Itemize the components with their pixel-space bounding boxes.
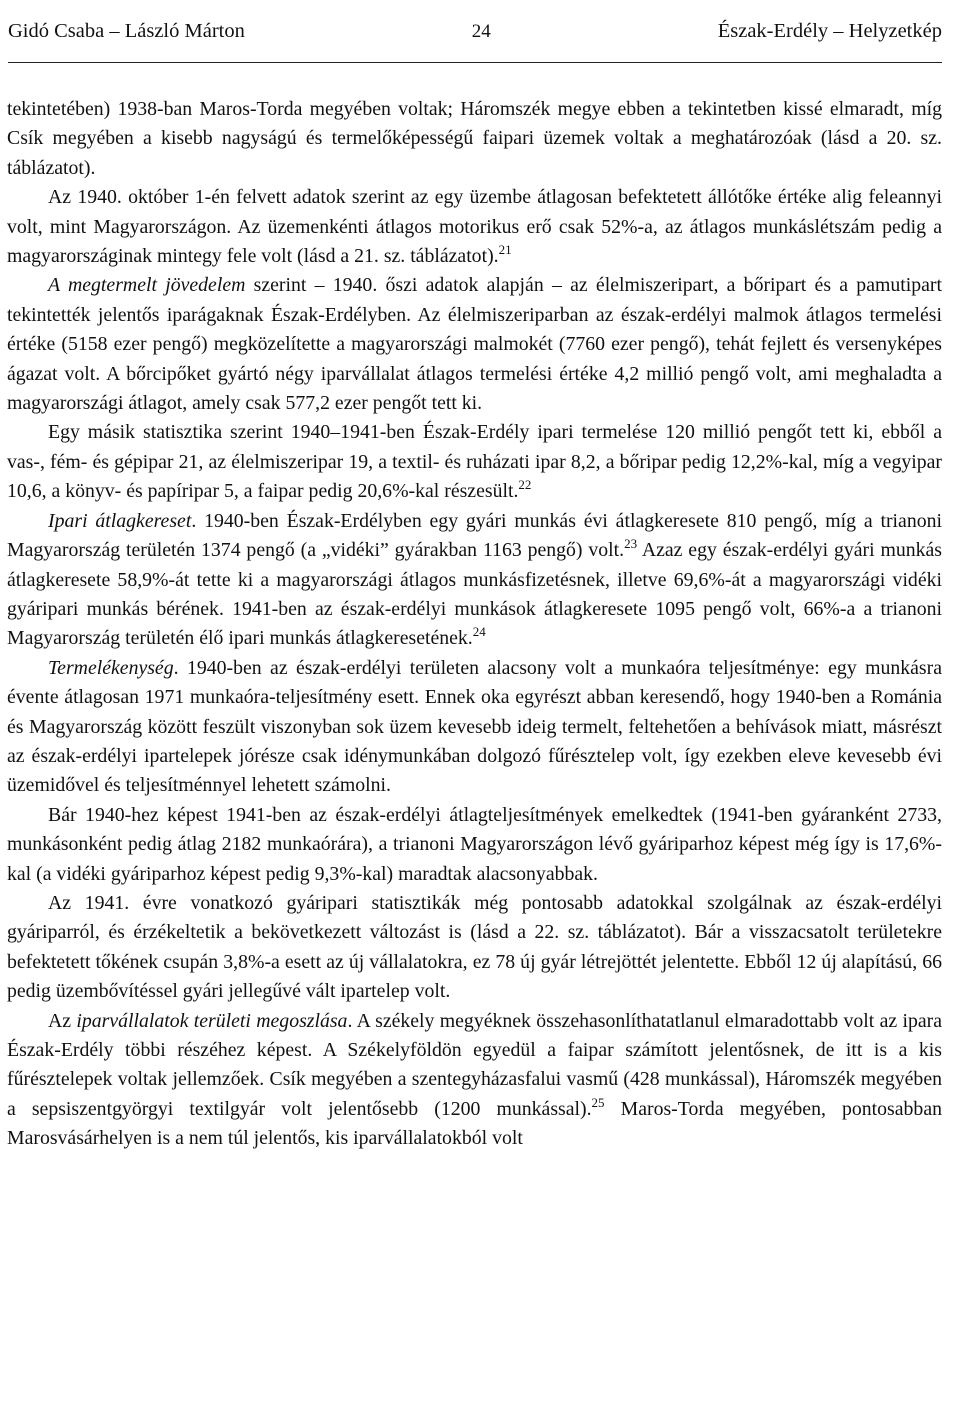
paragraph-4-text: Egy másik statisztika szerint 1940–1941-ben Észak-Erdély ipari termelése 120 millió pengőt tett ki, ebből a vas-, fém- és gépipar 21, az élelmiszeripar 19, a textil- és ruházati ipar 8,2, a bőripar pedig 12,2%-kal, míg a vegyipar 10,6, a könyv- és papíripar 5, a faipar pedig 20,6%-kal részesült. (7, 421, 942, 503)
footnote-ref-25: 25 (591, 1095, 605, 1111)
paragraph-9-text-b: Maros-Torda megyében, pontosabban Marosvásárhelyen is a nem túl jelentős, kis iparvállalatokból volt (7, 1097, 942, 1150)
paragraph-9-heading: iparvállalatok területi megoszlása (76, 1009, 348, 1032)
paragraph-9-text-a: . A székely megyéknek összehasonlíthatatlanul elmaradottabb volt az ipara Észak-Erdély többi részéhez képest. A Székelyföldön egyedül a faipar számított jelentősnek, de itt is a kis fűrésztelepek voltak jellemzőek. Csík megyében a szentegyházasfalui vasmű (428 munkással), Háromszék megyében a sepsiszentgyörgyi textilgyár volt jelentősebb (1200 munkással). (7, 1009, 942, 1120)
running-header (8, 20, 942, 54)
paragraph-1 (7, 95, 942, 183)
paragraph-7 (7, 801, 942, 889)
paragraph-6 (7, 654, 942, 801)
header-rule (8, 62, 942, 63)
paragraph-5-text-b: Azaz egy észak-erdélyi gyári munkás átlagkeresete 58,9%-át tette ki a magyarországi átlagos munkásfizetésnek, illetve 69,6%-át a magyarországi vidéki gyáripari munkás bérének. 1941-ben az észak-erdélyi munkások átlagkeresete 1095 pengő volt, 66%-a a trianoni Magyarország területén élő ipari munkás átlagkeresetének. (7, 539, 943, 650)
footnote-ref-23: 23 (624, 536, 638, 552)
header-title: Észak-Erdély – Helyzetkép (717, 20, 942, 42)
paragraph-3-heading: A megtermelt jövedelem (48, 274, 246, 297)
paragraph-4 (7, 418, 942, 506)
footnote-ref-21: 21 (498, 242, 512, 258)
paragraph-3 (7, 271, 942, 418)
paragraph-6-heading: Termelékenység (48, 656, 174, 679)
paragraph-5-text-a: . 1940-ben Észak-Erdélyben egy gyári munkás évi átlagkeresete 810 pengő, míg a trianoni Magyarország területén 1374 pengő (a „vidéki” gyárakban 1163 pengő) volt. (7, 509, 943, 562)
paragraph-2 (7, 183, 942, 271)
paragraph-5 (7, 507, 942, 654)
page-body (7, 95, 942, 1154)
paragraph-8 (7, 889, 942, 1007)
page-number: 24 (471, 21, 491, 42)
footnote-ref-24: 24 (472, 624, 486, 640)
paragraph-3-text: szerint – 1940. őszi adatok alapján – az élelmiszeripart, a bőripart és a pamutipart tekintették jelentős iparágaknak Észak-Erdélyben. Az élelmiszeriparban az észak-erdélyi malmok átlagos termelési értéke (5158 ezer pengő) megközelítette a magyarországi malmokét (7760 ezer pengő), tehát fejlett és versenyképes ágazat volt. A bőrcipőket gyártó négy iparvállalat átlagos termelési értéke 4,2 millió pengő volt, ami meghaladta a magyarországi átlagot, amely csak 577,2 ezer pengőt tett ki. (7, 274, 942, 415)
paragraph-5-heading: Ipari átlagkereset (48, 509, 192, 532)
paragraph-9 (7, 1007, 942, 1154)
header-authors: Gidó Csaba – László Márton (8, 20, 245, 42)
paragraph-7-text: Bár 1940-hez képest 1941-ben az észak-erdélyi átlagteljesítmények emelkedtek (1941-ben gyáranként 2733, munkásonként pedig átlag 2182 munkaórára), a trianoni Magyarországon lévő gyáriparhoz képest még így is 17,6%-kal (a vidéki gyáriparhoz képest pedig 9,3%-kal) maradtak alacsonyabbak. (7, 803, 942, 885)
paragraph-6-text: . 1940-ben az észak-erdélyi területen alacsony volt a munkaóra teljesítménye: egy munkásra évente átlagosan 1971 munkaóra-teljesítmény esett. Ennek oka egyrészt abban keresendő, hogy 1940-ben a Románia és Magyarország között feszült viszonyban sok üzem kevesebb ideig termelt, feltehetően a behívások miatt, másrészt az észak-erdélyi ipartelepek jórésze csak idénymunkában dolgozó fűrésztelep volt, így ezekben eleve kevesebb évi üzemidővel és teljesítménnyel lehetett számolni. (7, 656, 942, 797)
footnote-ref-22: 22 (518, 477, 532, 493)
paragraph-1-text: tekintetében) 1938-ban Maros-Torda megyében voltak; Háromszék megye ebben a tekintetben kissé elmaradt, míg Csík megyében a kisebb nagyságú és termelőképességű faipari üzemek voltak a meghatározóak (lásd a 20. sz. táblázatot). (7, 98, 942, 179)
paragraph-9-pre: Az (48, 1009, 77, 1032)
paragraph-8-text: Az 1941. évre vonatkozó gyáripari statisztikák még pontosabb adatokkal szolgálnak az észak-erdélyi gyáriparról, és érzékeltetik a bekövetkezett változást is (lásd a 22. sz. táblázatot). Bár a visszacsatolt területekre befektetett tőkének csupán 3,8%-a esett az új vállalatokra, ez 78 új gyár létrejöttét jelentette. Ebből 12 új alapítású, 66 pedig üzembővítéssel gyári jellegűvé vált ipartelep volt. (7, 891, 942, 1003)
paragraph-2-text: Az 1940. október 1-én felvett adatok szerint az egy üzembe átlagosan befektetett állótőke értéke alig feleannyi volt, mint Magyarországon. Az üzemenkénti átlagos motorikus erő csak 52%-a, az átlagos munkáslétszám pedig a magyarországinak mintegy fele volt (lásd a 21. sz. táblázatot). (7, 186, 942, 268)
